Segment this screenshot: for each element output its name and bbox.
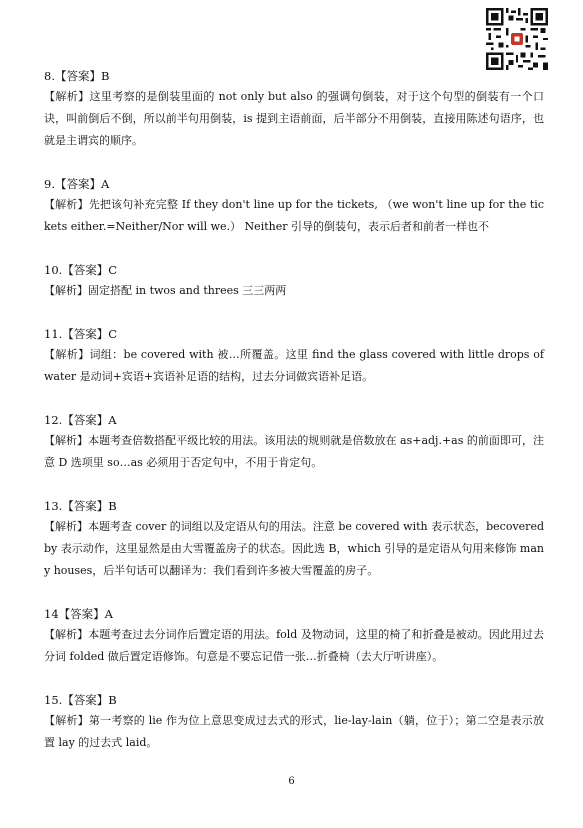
answer-item (44, 604, 544, 668)
answer-line: 12.【答案】A (44, 413, 117, 427)
explanation-text: 【解析】本题考查过去分词作后置定语的用法。fold 及物动词，这里的椅了和折叠是被动。因此用过去分词 folded 做后置定语修饰。句意是不要忘记借一张…折叠椅（去大厅听讲座）。 (44, 628, 544, 663)
answer-line: 11.【答案】C (44, 327, 118, 341)
answer-item (44, 174, 544, 238)
explanation-text: 【解析】固定搭配 in twos and threes 三三两两 (44, 284, 287, 297)
page-number: 6 (288, 776, 295, 787)
answer-item (44, 260, 544, 302)
explanation-text: 【解析】本题考查倍数搭配平级比较的用法。该用法的规则就是倍数放在 as+adj.+as 的前面即可，注意 D 选项里 so…as 必须用于否定句中，不用于肯定句。 (44, 434, 544, 469)
explanation-text: 【解析】先把该句补充完整 If they don't line up for the tickets, （we won't line up for the tickets either.=Neither/Nor will we.） Neither 引导的倒装句，表示后者和前者一样也不 (44, 198, 544, 233)
explanation-text: 【解析】这里考察的是倒装里面的 not only but also 的强调句倒装，对于这个句型的倒装有一个口诀，叫前倒后不倒，所以前半句用倒装，is 提到主语前面，后半部分不用倒装，直接用陈述句语序，也就是主谓宾的顺序。 (44, 90, 544, 147)
answer-item (44, 690, 544, 754)
answer-line: 9.【答案】A (44, 177, 110, 191)
qr-code (486, 8, 548, 70)
answer-item (44, 324, 544, 388)
explanation-text: 【解析】第一考察的 lie 作为位上意思变成过去式的形式，lie-lay-lain（躺，位于）；第二空是表示放置 lay 的过去式 laid。 (44, 714, 544, 749)
explanation-text: 【解析】词组：be covered with 被…所覆盖。这里 find the glass covered with little drops of water 是动词+宾语+宾语补足语的结构，过去分词做宾语补足语。 (44, 348, 544, 383)
answer-line: 8.【答案】B (44, 69, 110, 83)
answer-line: 13.【答案】B (44, 499, 117, 513)
answer-item (44, 496, 544, 582)
answer-line: 15.【答案】B (44, 693, 117, 707)
answer-list (44, 66, 544, 776)
answer-item (44, 410, 544, 474)
answer-line: 10.【答案】C (44, 263, 118, 277)
answer-line: 14【答案】A (44, 607, 113, 621)
answer-item (44, 66, 544, 152)
explanation-text: 【解析】本题考查 cover 的词组以及定语从句的用法。注意 be covered with 表示状态，becovered by 表示动作，这里显然是由大雪覆盖房子的状态。因此选 B，which 引导的是定语从句用来修饰 many houses，后半句话可以翻译为：我们看到许多被大雪覆盖的房子。 (44, 520, 544, 577)
